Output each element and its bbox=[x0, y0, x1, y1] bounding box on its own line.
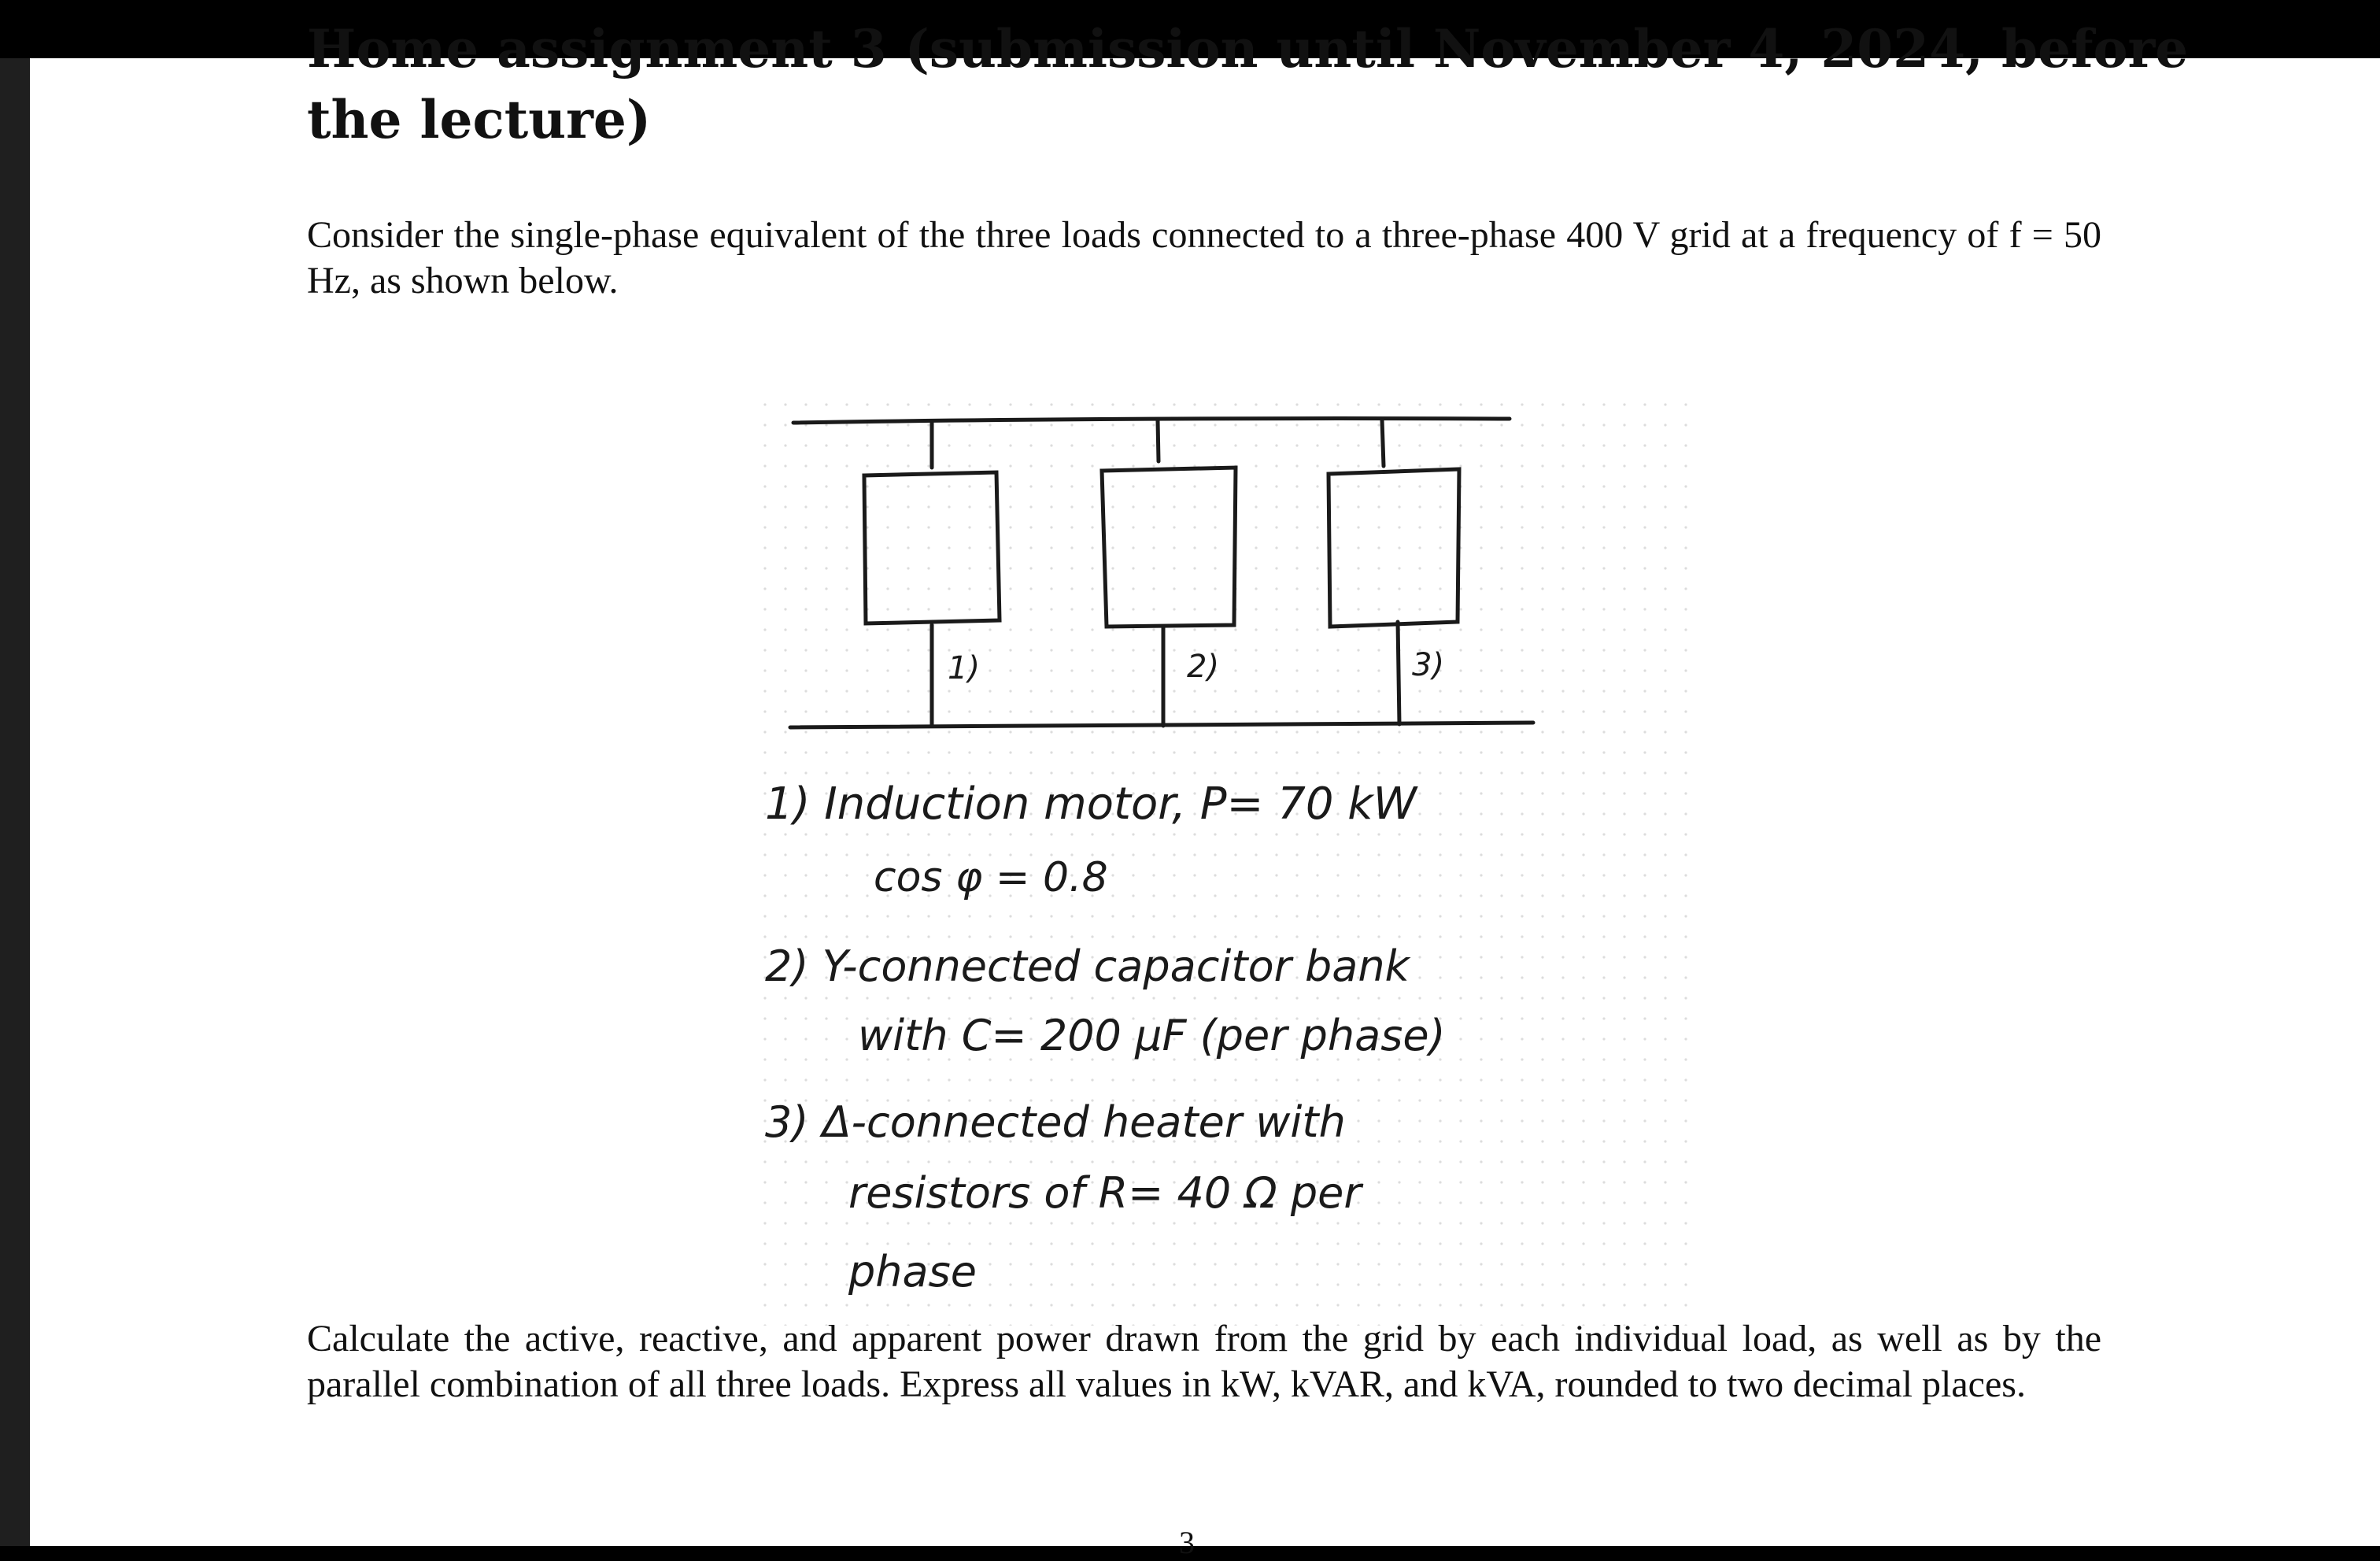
handwritten-circuit-figure bbox=[722, 342, 1698, 1334]
page-number: 3 bbox=[1179, 1525, 1195, 1560]
note-load2-line2: with C= 200 μF (per phase) bbox=[858, 1011, 1446, 1060]
load1-label: 1) bbox=[948, 650, 981, 686]
question-paragraph: Calculate the active, reactive, and apparent power drawn from the grid by each individual load, as well as by the parallel combination of all three loads. Express all values in kW, kVAR, and kVA, rounded to two decimal places. bbox=[307, 1318, 2101, 1405]
load2-label: 2) bbox=[1187, 649, 1220, 685]
note-load3-line2: resistors of R= 40 Ω per bbox=[848, 1168, 1362, 1218]
viewer-left-gutter bbox=[0, 58, 30, 1546]
intro-paragraph: Consider the single-phase equivalent of the three loads connected to a three-phase 400 V grid at a frequency of f = 50 Hz, as shown below. bbox=[307, 214, 2101, 301]
note-load1-line2: cos φ = 0.8 bbox=[874, 854, 1108, 901]
note-load3-line1: 3) Δ-connected heater with bbox=[765, 1097, 1346, 1147]
load2-top-lead bbox=[1158, 420, 1159, 461]
section-heading: the lecture) bbox=[307, 89, 652, 150]
note-load2-line1: 2) Y-connected capacitor bank bbox=[765, 941, 1410, 991]
load3-bottom-lead bbox=[1398, 622, 1399, 724]
load3-label: 3) bbox=[1412, 647, 1445, 683]
document-page[interactable] bbox=[30, 18, 2380, 1560]
load3-top-lead bbox=[1382, 420, 1384, 466]
section-heading-cut-line: Home assignment 3 (submission until November 4, 2024, before bbox=[307, 18, 2189, 80]
note-load1-line1: 1) Induction motor, P= 70 kW bbox=[765, 779, 1417, 830]
note-load3-line3: phase bbox=[848, 1247, 977, 1297]
